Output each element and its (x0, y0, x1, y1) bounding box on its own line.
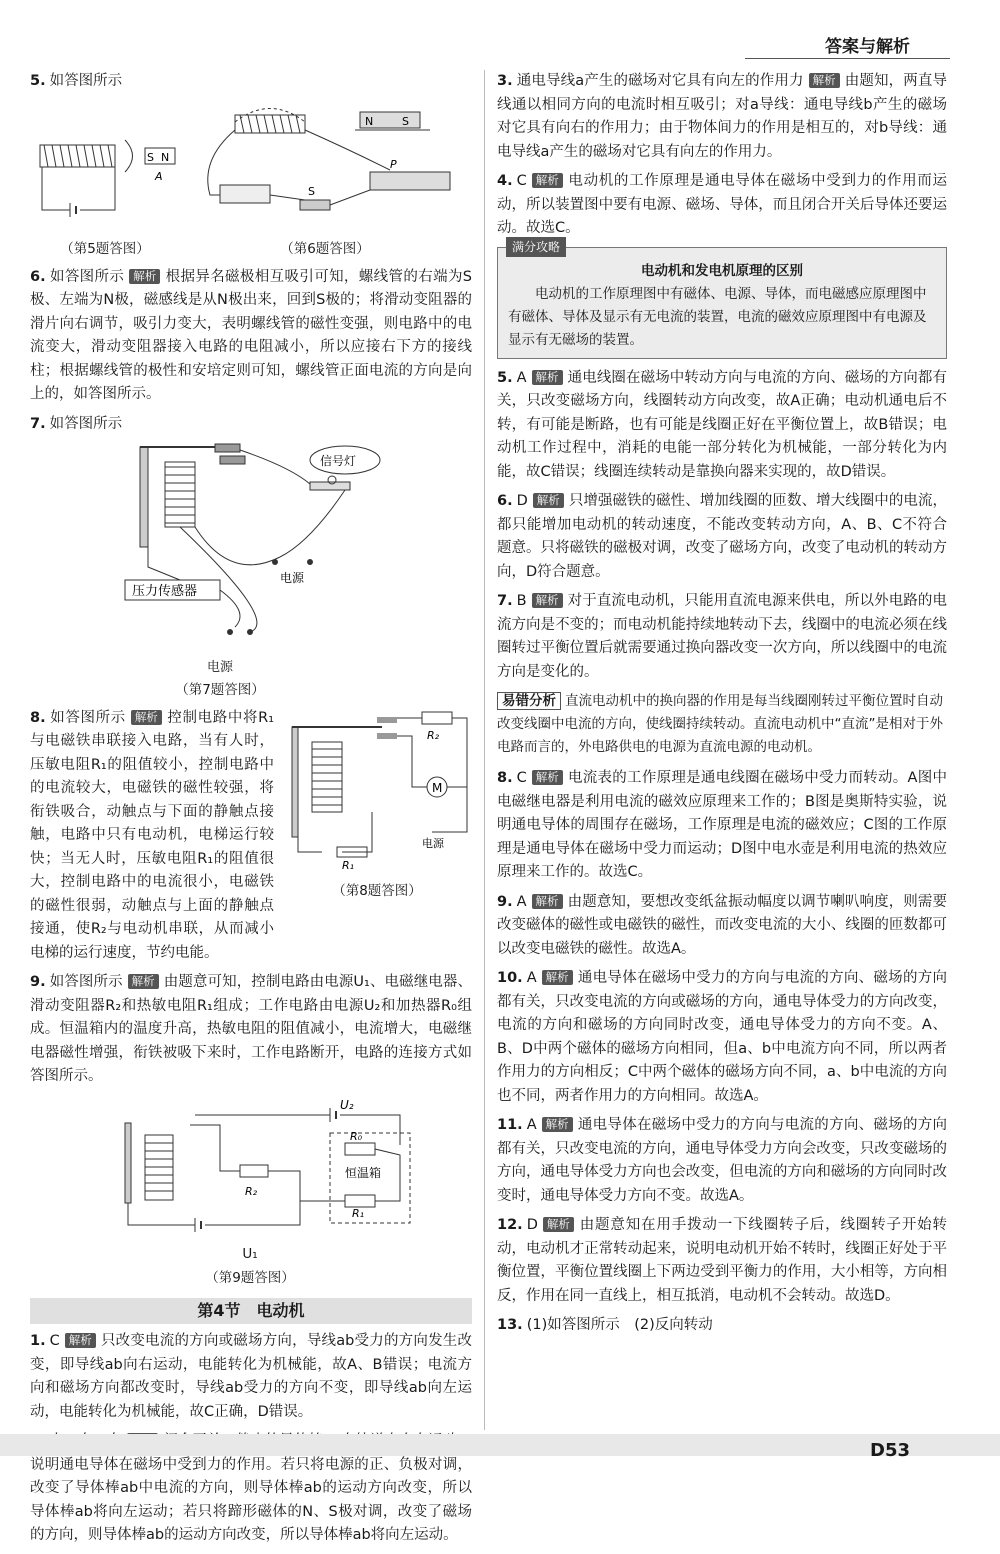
error-analysis (497, 690, 947, 759)
r2-label: R₂ (245, 1184, 258, 1198)
answer-r10: 10. A 解析 通电导体在磁场中受力的方向与电流的方向、磁场的方向都有关，只改变电流的方向或磁场的方向，通电导体受力的方向改变，电流的方向和磁场的方向同时改变，通电导体受力的方向不变。A、B、D中两个磁体的磁场方向相同，但a、b中电流方向不同，所以两者作用力的方向相反；C中两个磁体的磁场方向不同，a、b中电流的方向也不同，两者作用力的方向相同。故选A。 (497, 970, 947, 1104)
motor-answer-1: 1. C 解析 只改变电流的方向或磁场方向，导线ab受力的方向发生改变，即导线ab向右运动，电能转化为机械能，故A、B错误；电流方向和磁场方向都改变时，导线ab受力的方向不变，即导线ab向左运动，电能转化为机械能，故C正确，D错误。 (30, 1333, 472, 1420)
figure-5-diagram (30, 100, 180, 230)
analysis-tag: 解析 (532, 894, 563, 909)
answer-r4: 4. C 解析 电动机的工作原理是通电导体在磁场中受到力的作用而运动，所以装置图中要有电源、磁场、导体，而且闭合开关后导体还要运动。故选C。 (497, 173, 947, 236)
figure-6 (190, 100, 460, 262)
svg-text:P: P (390, 157, 397, 171)
figure-7-power-label-2: 电源 (206, 659, 233, 675)
signal-lamp-label: 信号灯 (320, 454, 357, 468)
header-rule (745, 58, 950, 59)
answer-r9: 9. A 解析 由题意知，要想改变纸盆振动幅度以调节喇叭响度，则需要改变磁体的磁性或电磁铁的磁性，而改变电流的大小、线圈的匝数都可以改变电磁铁的磁性。故选A。 (497, 893, 947, 957)
figure-8 (282, 707, 472, 972)
answer-r6: 6. D 解析 只增强磁铁的磁性、增加线圈的匝数、增大线圈中的电流，都只能增加电动机的转动速度，不能改变转动方向，A、B、C不符合题意。只将磁铁的磁极对调，改变了磁场方向，改变了电动机的转动方向，D符合题意。 (497, 493, 947, 580)
answer-7: 7. 如答图所示 (30, 415, 123, 432)
answer-r8: 8. C 解析 电流表的工作原理是通电线圈在磁场中受力而转动。A图中电磁继电器是利用电流的磁效应原理来工作的；B图是奥斯特实验，说明通电导体的周围存在磁场，工作原理是电流的磁效应；C图的工作原理是通电导体在磁场中受力而运动；D图中电水壶是利用电流的热效应原理来工作的。故选C。 (497, 770, 947, 880)
r1-label: R₁ (342, 858, 355, 872)
column-divider (484, 70, 485, 1430)
analysis-tag: 解析 (131, 710, 162, 725)
figure-9-diagram (100, 1095, 420, 1235)
section-title: 第4节 电动机 (30, 1298, 472, 1324)
tips-title: 电动机和发电机原理的区别 (641, 262, 803, 279)
thermostat-box-label: 恒温箱 (345, 1165, 382, 1180)
u2-label: U₂ (340, 1097, 354, 1112)
svg-text:A: A (155, 169, 163, 183)
answer-r7: 7. B 解析 对于直流电动机，只能用直流电源来供电，所以外电路的电流方向是不变的；而电动机能持续地转动下去，线圈中的电流必须在线圈转过平衡位置后就需要通过换向器改变一次方向，所以线圈中的电流方向是变化的。 (497, 593, 947, 680)
r1-label: R₁ (352, 1206, 365, 1220)
figure-5 (30, 100, 180, 262)
svg-text:N: N (365, 114, 374, 128)
page-number: D53 (870, 1440, 910, 1461)
tips-tag: 满分攻略 (506, 237, 566, 257)
answer-r11: 11. A 解析 通电导体在磁场中受力的方向与电流的方向、磁场的方向都有关，只改变电流的方向，通电导体受力方向会改变，只改变磁场的方向，通电导体受力方向也会改变，但电流的方向和磁场的方向同时改变时，通电导体受力方向不变。故选A。 (497, 1117, 947, 1204)
figure-6-diagram (190, 100, 460, 230)
figures-5-6 (30, 100, 472, 262)
answer-r3: 3. 通电导线a产生的磁场对它具有向左的作用力 解析 由题知，两直导线通以相同方向的电流时相互吸引；对a导线：通电导线b产生的磁场对它具有向右的作用力；由于物体间力的作用是相互的，对b导线：通电导线a产生的磁场对它具有向左的作用力。 (497, 73, 947, 160)
analysis-tag: 解析 (532, 370, 563, 385)
analysis-tag: 解析 (542, 970, 573, 985)
answer-r5: 5. A 解析 通电线圈在磁场中转动方向与电流的方向、磁场的方向都有关，只改变磁场方向，线圈转动方向改变，故A正确；电动机通电后不转，有可能是断路，也有可能是线圈正好在平衡位置上，故B错误；电动机工作过程中，消耗的电能一部分转化为机械能，一部分转化为内能，故C错误；线圈连续转动是靠换向器来实现的，故D错误。 (497, 369, 947, 480)
analysis-tag: 解析 (809, 73, 840, 88)
answer-8-block (30, 707, 472, 972)
r0-label: R₀ (350, 1129, 363, 1143)
right-column (497, 70, 947, 1344)
motor-answer-2: 说明通电导体在磁场中受到力的作用。若只将电源的正、负极对调，改变了导体棒ab中电流的方向，则导体棒ab的运动方向改变，所以导体棒ab将向左运动；若只将蹄形磁体的N、S极对调，改变了磁场的方向，则导体棒ab的运动方向改变，所以导体棒ab将向左运动。 (30, 1430, 472, 1548)
svg-text:N: N (161, 150, 170, 164)
tips-text: 电动机的工作原理图中有磁体、电源、导体，而电磁感应原理图中有磁体、导体及显示有无电流的装置，电流的磁效应原理图中有电源及显示有无磁场的装置。 (508, 285, 927, 348)
power-label: 电源 (422, 836, 444, 850)
power-label-1: 电源 (280, 571, 305, 585)
analysis-tag: 解析 (532, 770, 563, 785)
analysis-tag: 解析 (129, 269, 160, 284)
figure-7-caption: （第7题答图） (175, 682, 265, 698)
figure-7 (120, 442, 472, 703)
pressure-sensor-label: 压力传感器 (132, 584, 198, 599)
r2-label: R₂ (427, 728, 440, 742)
answer-r12: 12. D 解析 由题意知在用手拨动一下线圈转子后，线圈转子开始转动，电动机才正常转动起来，说明电动机开始不转时，线圈正好处于平衡位置，平衡位置线圈上下两边受到平衡力的作用，大小相等，方向相反，作用在同一直线上，相互抵消，电动机不会转动。故选D。 (497, 1217, 947, 1304)
error-analysis-text: 直流电动机中的换向器的作用是每当线圈刚转过平衡位置时自动改变线圈中电流的方向，使线圈持续转动。直流电动机中“直流”是相对于外电路而言的，外电路供电的电源为直流电源的电动机。 (497, 693, 943, 755)
figure-6-caption: （第6题答图） (280, 241, 370, 257)
svg-text:M: M (432, 780, 443, 795)
analysis-tag: 解析 (65, 1333, 96, 1348)
tips-box (497, 239, 947, 359)
figure-9-u1: U₁ (242, 1246, 258, 1262)
svg-text:S: S (147, 150, 154, 164)
analysis-tag: 解析 (543, 1217, 574, 1232)
figure-7-diagram (120, 442, 400, 647)
answer-5: 5. 如答图所示 (30, 73, 123, 89)
figure-9 (100, 1095, 472, 1291)
footer-bar (0, 1434, 1000, 1456)
analysis-tag: 解析 (542, 1117, 573, 1132)
answer-8: 8. 如答图所示 解析 控制电路中将R₁与电磁铁串联接入电路，当有人时，压敏电阻R₁的阻值较小，控制电路中的电流较大，电磁铁的磁性较强，将衔铁吸合，动触点与下面的静触点接触，电路中只有电动机，电梯运行较快；当无人时，压敏电阻R₁的阻值很大，控制电路中的电流很小，电磁铁的磁性很弱，动触点与上面的静触点接通，使R₂与电动机串联，从而减小电梯的运行速度，节约电能。 (30, 709, 275, 961)
analysis-tag: 解析 (532, 593, 563, 608)
error-analysis-tag: 易错分析 (497, 692, 561, 710)
analysis-tag: 解析 (533, 493, 564, 508)
svg-text:S: S (308, 184, 315, 198)
figure-5-caption: （第5题答图） (60, 241, 150, 257)
answer-9: 9. 如答图所示 解析 由题意可知，控制电路由电源U₁、电磁继电器、滑动变阻器R₂和热敏电阻R₁组成；工作电路由电源U₂和加热器R₀组成。恒温箱内的温度升高，热敏电阻的阻值减小，电流增大，电磁继电器磁性增强，衔铁被吸下来时，工作电路断开，电路的连接方式如答图所示。 (30, 974, 472, 1084)
svg-text:S: S (402, 114, 409, 128)
answer-r13: 13. (1)如答图所示 (2)反向转动 (497, 1317, 713, 1333)
figure-8-caption: （第8题答图） (332, 883, 422, 899)
answer-6: 6. 如答图所示 解析 根据异名磁极相互吸引可知，螺线管的右端为S极、左端为N极，磁感线是从N极出来，回到S极的；将滑动变阻器的滑片向右调节，吸引力变大，表明螺线管的磁性变强，则电路中的电流变大，滑动变阻器接入电路的电阻减小，所以应接右下方的接线柱；根据螺线管的极性和安培定则可知，螺线管正面电流的方向是向上的，如答图所示。 (30, 268, 473, 402)
left-column (30, 70, 472, 1554)
figure-8-diagram (282, 707, 472, 872)
figure-9-caption: （第9题答图） (205, 1269, 295, 1286)
analysis-tag: 解析 (532, 173, 563, 188)
analysis-tag: 解析 (128, 974, 159, 989)
header-title: 答案与解析 (825, 37, 910, 57)
